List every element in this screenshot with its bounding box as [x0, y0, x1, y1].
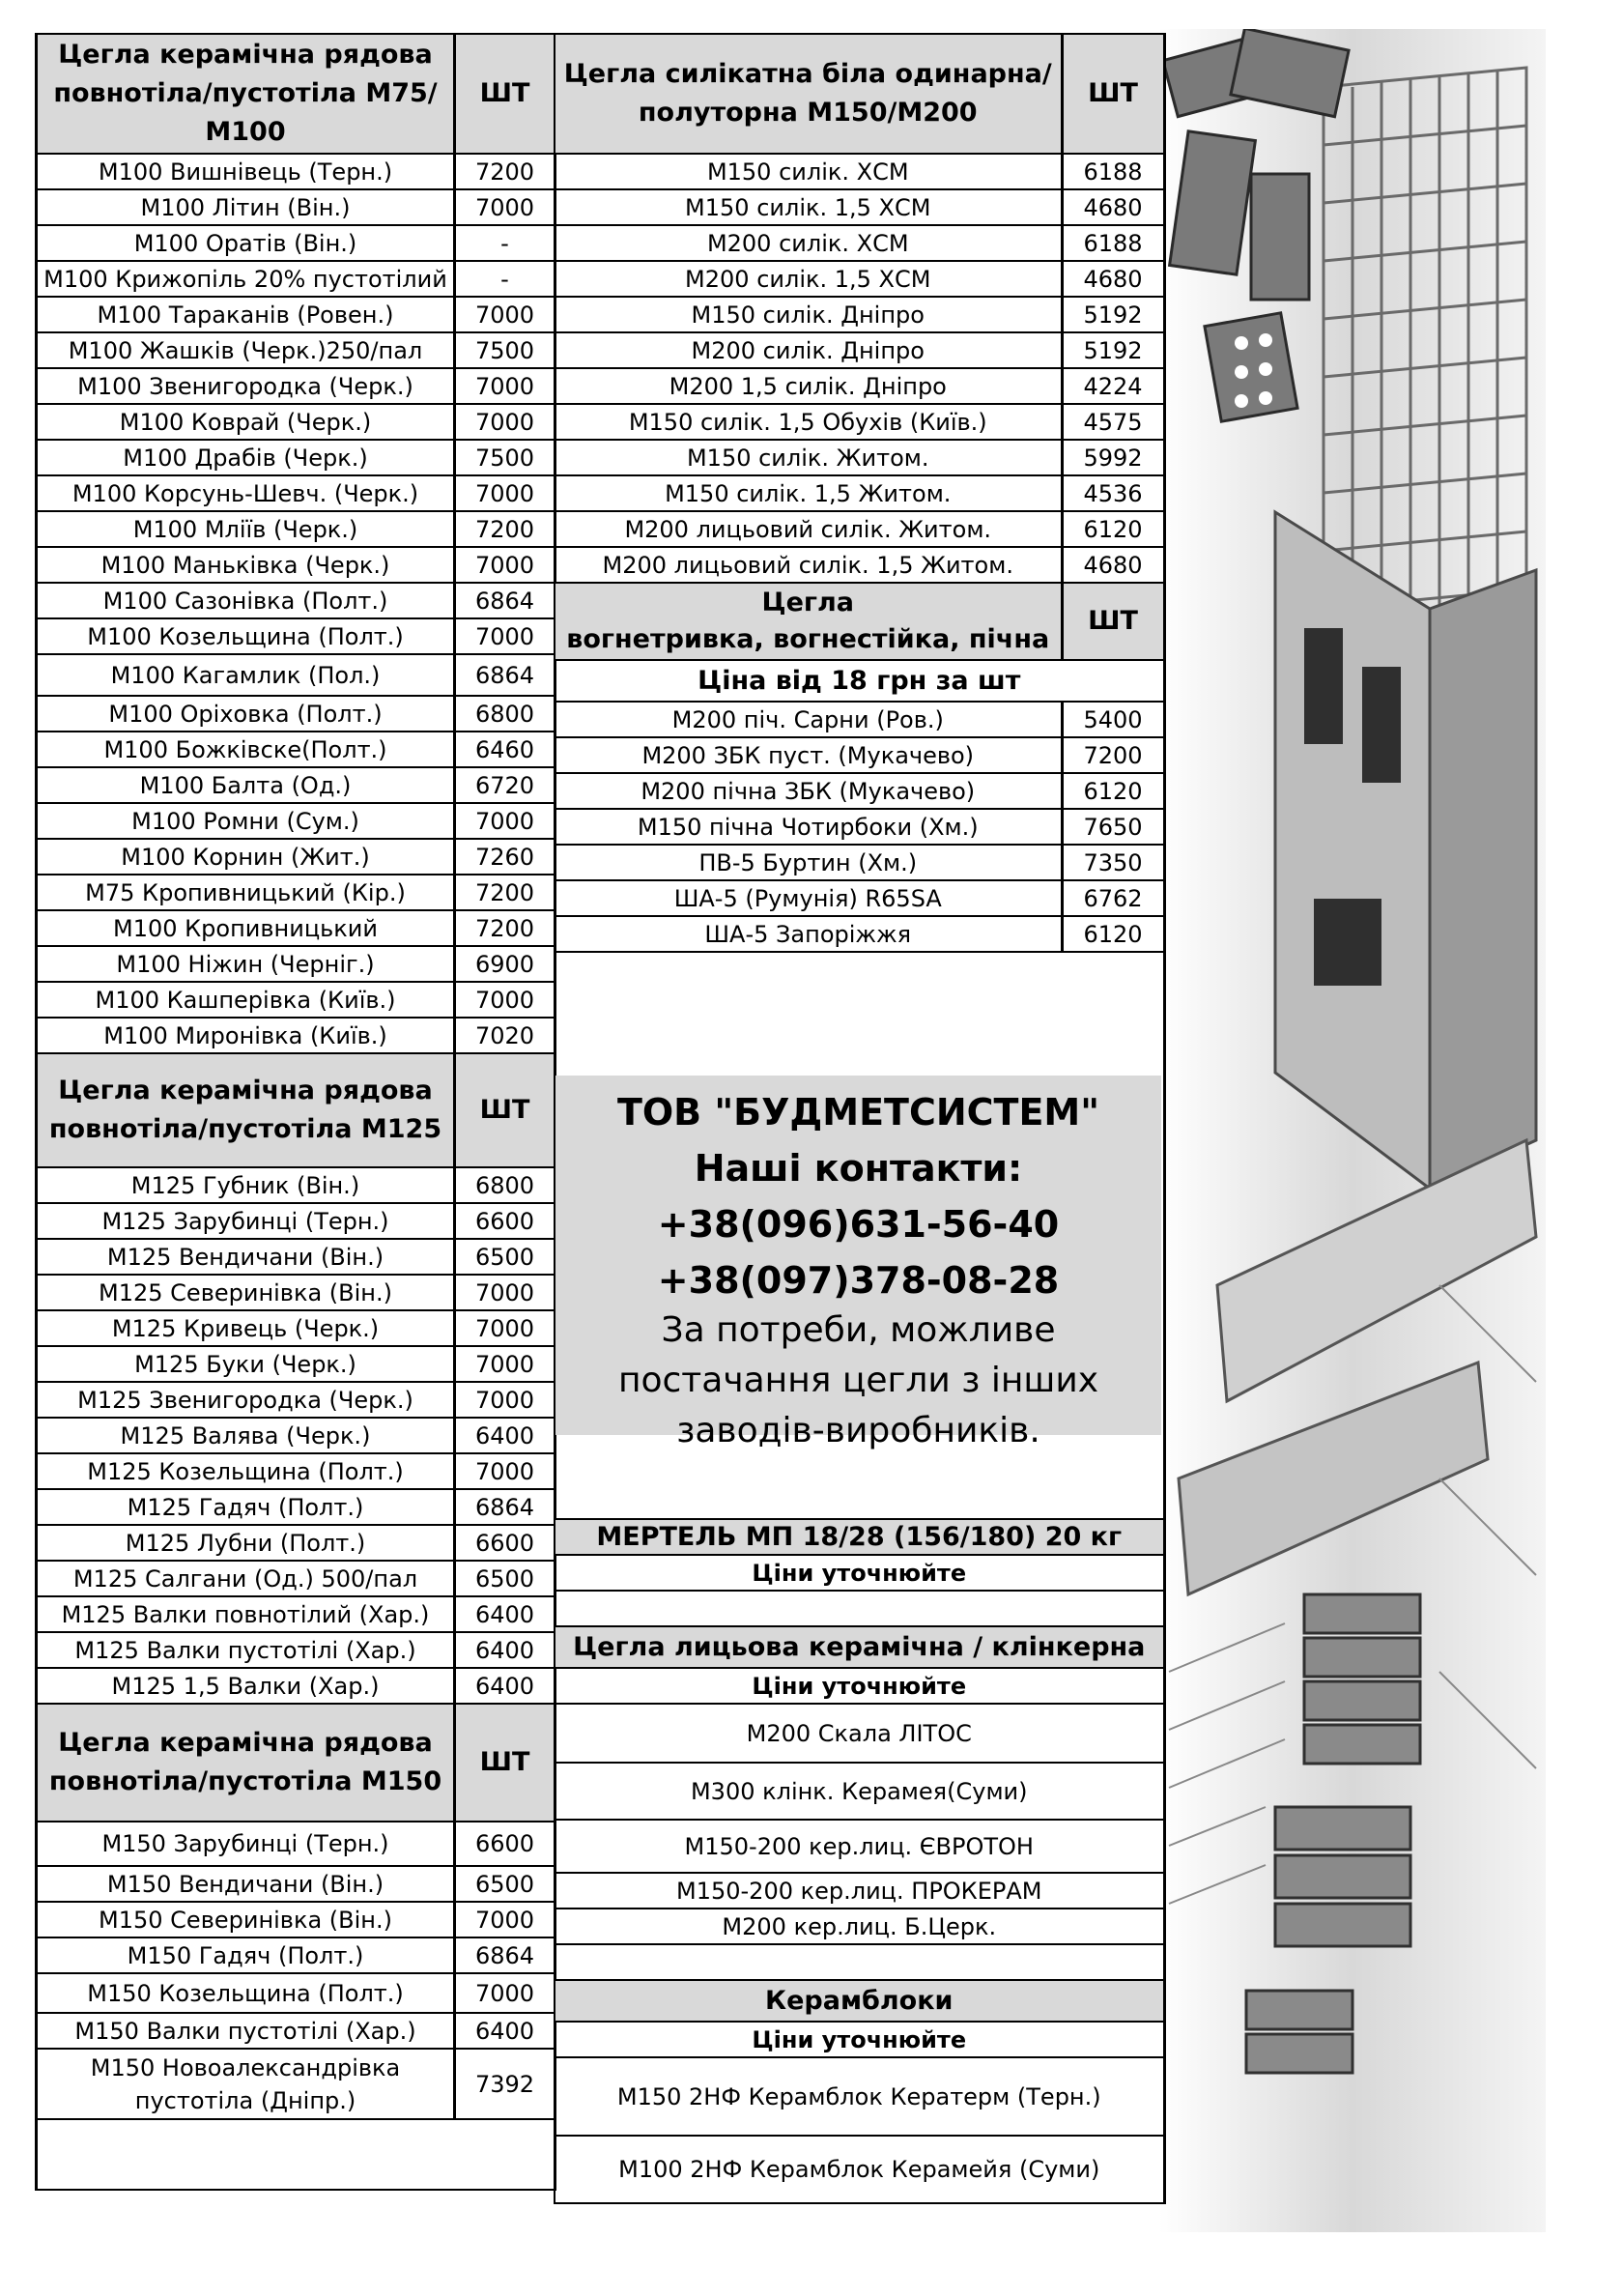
table-row	[37, 1668, 555, 1704]
unit-header: ШТ	[1062, 34, 1164, 154]
unit-header: ШТ	[455, 34, 555, 154]
product-name: М125 Гадяч (Полт.)	[37, 1489, 455, 1525]
product-name: М200 силік. Дніпро	[555, 332, 1062, 368]
price-value: 5400	[1062, 702, 1164, 737]
price-value: 6120	[1062, 916, 1164, 952]
product-name: М125 Лубни (Полт.)	[37, 1525, 455, 1561]
price-note: Ціни уточнюйте	[555, 1555, 1164, 1591]
product-name: М200 1,5 силік. Дніпро	[555, 368, 1062, 404]
product-name: М100 Ніжин (Черніг.)	[37, 946, 455, 982]
price-value: 7000	[455, 1346, 555, 1382]
product-name: М100 Кагамлик (Пол.)	[37, 654, 455, 696]
product-name: М75 Кропивницький (Кір.)	[37, 875, 455, 910]
table-row	[37, 1239, 555, 1275]
section-title: Цегла керамічна рядова повнотіла/пустотіла М75/М100	[37, 34, 455, 154]
product-name: М200 ЗБК пуст. (Мукачево)	[555, 737, 1062, 773]
product-name: М125 Кривець (Черк.)	[37, 1310, 455, 1346]
product-name: М100 Жашків (Черк.)250/пал	[37, 332, 455, 368]
table-row	[555, 261, 1164, 297]
product-name: М100 Божківске(Полт.)	[37, 732, 455, 767]
section-header-row	[37, 1704, 555, 1822]
table-row	[555, 809, 1164, 845]
price-value: 7200	[455, 910, 555, 946]
product-name: М100 Крижопіль 20% пустотілий	[37, 261, 455, 297]
price-note: Ціни уточнюйте	[555, 2022, 1164, 2057]
product-name: М150-200 кер.лиц. ПРОКЕРАМ	[555, 1873, 1164, 1909]
section-title: Цегла керамічна рядова повнотіла/пустотіла М125	[37, 1053, 455, 1167]
price-value: 6864	[455, 654, 555, 696]
product-name: М150 силік. Житом.	[555, 440, 1062, 475]
price-value: 7200	[455, 154, 555, 189]
product-name: М100 Маньківка (Черк.)	[37, 547, 455, 583]
product-name: М100 Літин (Він.)	[37, 189, 455, 225]
empty-row	[555, 1591, 1164, 1626]
empty-cell	[555, 1591, 1164, 1626]
price-value: 7000	[455, 368, 555, 404]
table-row	[37, 404, 555, 440]
price-value: 6800	[455, 696, 555, 732]
table-row	[37, 1382, 555, 1418]
price-value: 4680	[1062, 547, 1164, 583]
table-row	[555, 511, 1164, 547]
price-value: 6720	[455, 767, 555, 803]
price-value: -	[455, 225, 555, 261]
price-note-row	[555, 660, 1164, 702]
price-value: 7200	[1062, 737, 1164, 773]
price-value: 7392	[455, 2049, 555, 2119]
table-row	[37, 946, 555, 982]
table-row	[555, 1909, 1164, 1944]
product-name: М100 Оріховка (Полт.)	[37, 696, 455, 732]
product-name: М100 Драбів (Черк.)	[37, 440, 455, 475]
table-row	[555, 2136, 1164, 2203]
product-name: М150 2НФ Керамблок Кератерм (Терн.)	[555, 2057, 1164, 2136]
price-value: 7000	[455, 297, 555, 332]
unit-header: ШТ	[455, 1704, 555, 1822]
price-value: 6400	[455, 2013, 555, 2049]
phone-number-1[interactable]: +38(096)631-56-40	[657, 1203, 1060, 1246]
price-value: 7650	[1062, 809, 1164, 845]
price-value: 6864	[455, 583, 555, 618]
product-name: М150 силік. 1,5 ХСМ	[555, 189, 1062, 225]
table-row	[37, 839, 555, 875]
product-name: М100 Миронівка (Київ.)	[37, 1018, 455, 1053]
product-name: М125 Валки пустотілі (Хар.)	[37, 1632, 455, 1668]
price-value: 6400	[455, 1418, 555, 1453]
product-name: М100 Вишнівець (Терн.)	[37, 154, 455, 189]
unit-header: ШТ	[1062, 583, 1164, 660]
product-name: М150 Новоалександрівка пустотіла (Дніпр.)	[37, 2049, 455, 2119]
section-header-row	[37, 34, 555, 154]
table-row	[555, 1820, 1164, 1873]
product-name: М100 Кропивницький	[37, 910, 455, 946]
price-value: 7000	[455, 1275, 555, 1310]
supply-note-line-2: постачання цегли з інших	[617, 1361, 1099, 1400]
section-header-row	[37, 1053, 555, 1167]
table-row	[555, 1704, 1164, 1763]
price-value: 7000	[455, 1453, 555, 1489]
refractory-title-line-1: Цегла	[761, 588, 854, 617]
price-value: 6600	[455, 1525, 555, 1561]
product-name: М100 Корсунь-Шевч. (Черк.)	[37, 475, 455, 511]
table-row	[37, 1632, 555, 1668]
table-row	[37, 1525, 555, 1561]
product-name: М200 пічна ЗБК (Мукачево)	[555, 773, 1062, 809]
price-note: Ціни уточнюйте	[555, 1668, 1164, 1704]
table-row	[37, 618, 555, 654]
price-value: 6188	[1062, 225, 1164, 261]
section-header-row	[555, 1626, 1164, 1668]
table-row	[555, 2057, 1164, 2136]
price-value: 5992	[1062, 440, 1164, 475]
table-row	[37, 1596, 555, 1632]
product-name: М100 Оратів (Він.)	[37, 225, 455, 261]
price-value: 6120	[1062, 773, 1164, 809]
product-name: М150 Гадяч (Полт.)	[37, 1937, 455, 1973]
price-value: 7000	[455, 547, 555, 583]
product-name: М150 Валки пустотілі (Хар.)	[37, 2013, 455, 2049]
construction-illustration	[1159, 29, 1546, 2232]
empty-cell	[555, 1944, 1164, 1980]
product-name: М200 силік. ХСМ	[555, 225, 1062, 261]
table-row	[37, 910, 555, 946]
product-name: М150-200 кер.лиц. ЄВРОТОН	[555, 1820, 1164, 1873]
product-name: М150 Северинівка (Він.)	[37, 1902, 455, 1937]
price-value: 7020	[455, 1018, 555, 1053]
price-value: 6400	[455, 1668, 555, 1704]
table-row	[37, 1866, 555, 1902]
table-row	[37, 1902, 555, 1937]
table-row	[37, 225, 555, 261]
price-value: 6500	[455, 1561, 555, 1596]
product-name: М200 лицьовий силік. Житом.	[555, 511, 1062, 547]
table-row	[37, 1167, 555, 1203]
product-name: ПВ-5 Буртин (Хм.)	[555, 845, 1062, 880]
price-value: 4680	[1062, 261, 1164, 297]
section-header-row	[555, 1519, 1164, 1555]
table-row	[37, 1310, 555, 1346]
table-row	[555, 332, 1164, 368]
table-row	[37, 1275, 555, 1310]
table-row	[37, 1973, 555, 2013]
supply-note-line-1: За потреби, можливе	[661, 1310, 1056, 1350]
table-row	[37, 1018, 555, 1053]
table-row	[37, 696, 555, 732]
table-row	[37, 1203, 555, 1239]
product-name: М100 Тараканів (Ровен.)	[37, 297, 455, 332]
section-header-row	[555, 1980, 1164, 2022]
left-price-table	[35, 33, 556, 2191]
contacts-block	[555, 1076, 1161, 1450]
product-name: М150 силік. Дніпро	[555, 297, 1062, 332]
table-row	[37, 654, 555, 696]
table-row	[37, 803, 555, 839]
product-name: М150 Козельщина (Полт.)	[37, 1973, 455, 2013]
table-row	[37, 547, 555, 583]
product-name: М150 силік. 1,5 Обухів (Київ.)	[555, 404, 1062, 440]
table-row	[37, 154, 555, 189]
table-row	[37, 368, 555, 404]
product-name: М125 Северинівка (Він.)	[37, 1275, 455, 1310]
product-name: М125 Буки (Черк.)	[37, 1346, 455, 1382]
table-row	[37, 1453, 555, 1489]
price-value: 7000	[455, 618, 555, 654]
product-name: ША-5 (Румунія) R65SA	[555, 880, 1062, 916]
table-row	[37, 440, 555, 475]
price-value: 6864	[455, 1937, 555, 1973]
product-name: М100 Кашперівка (Київ.)	[37, 982, 455, 1018]
brick-building-sketch-icon	[1159, 29, 1546, 2232]
table-row	[555, 547, 1164, 583]
product-name: М100 Мліїв (Черк.)	[37, 511, 455, 547]
price-value: 4575	[1062, 404, 1164, 440]
table-row	[37, 1822, 555, 1866]
price-value: 7000	[455, 1382, 555, 1418]
product-name: М100 Балта (Од.)	[37, 767, 455, 803]
product-name: М100 Корнин (Жит.)	[37, 839, 455, 875]
price-value: 7200	[455, 511, 555, 547]
table-row	[37, 297, 555, 332]
price-value: 6762	[1062, 880, 1164, 916]
price-value: 6600	[455, 1822, 555, 1866]
table-row	[37, 2013, 555, 2049]
table-row	[555, 880, 1164, 916]
table-row	[555, 154, 1164, 189]
refractory-title-line-2: вогнетривка, вогнестійка, пічна	[566, 624, 1050, 654]
product-name: М100 2НФ Керамблок Керамейя (Суми)	[555, 2136, 1164, 2203]
table-row	[555, 475, 1164, 511]
price-value: 5192	[1062, 332, 1164, 368]
section-title: МЕРТЕЛЬ МП 18/28 (156/180) 20 кг	[555, 1519, 1164, 1555]
price-value: 7000	[455, 404, 555, 440]
table-row	[37, 1418, 555, 1453]
price-value: 7000	[455, 1973, 555, 2013]
unit-header: ШТ	[455, 1053, 555, 1167]
price-value: 7200	[455, 875, 555, 910]
table-row	[555, 1873, 1164, 1909]
table-row	[555, 702, 1164, 737]
table-row	[37, 332, 555, 368]
section-title	[555, 583, 1062, 660]
product-name: М200 лицьовий силік. 1,5 Житом.	[555, 547, 1062, 583]
product-name: М150 Вендичани (Він.)	[37, 1866, 455, 1902]
price-value: 6600	[455, 1203, 555, 1239]
price-value: 6500	[455, 1866, 555, 1902]
table-row	[37, 475, 555, 511]
table-row	[555, 773, 1164, 809]
table-row	[555, 225, 1164, 261]
price-value: 7000	[455, 1902, 555, 1937]
table-row	[37, 189, 555, 225]
price-value: 6188	[1062, 154, 1164, 189]
product-name: М125 Вендичани (Він.)	[37, 1239, 455, 1275]
table-row	[555, 189, 1164, 225]
contacts-heading: Наші контакти:	[694, 1147, 1023, 1190]
price-value: 6864	[455, 1489, 555, 1525]
table-row	[555, 845, 1164, 880]
table-row	[37, 982, 555, 1018]
price-value: 7260	[455, 839, 555, 875]
table-row	[555, 404, 1164, 440]
product-name: М125 Звенигородка (Черк.)	[37, 1382, 455, 1418]
product-name: М125 1,5 Валки (Хар.)	[37, 1668, 455, 1704]
product-name: М100 Сазонівка (Полт.)	[37, 583, 455, 618]
product-name: М150 Зарубинці (Терн.)	[37, 1822, 455, 1866]
supply-note-line-3: заводів-виробників.	[676, 1411, 1040, 1450]
price-value: 4680	[1062, 189, 1164, 225]
product-name: М100 Козельщина (Полт.)	[37, 618, 455, 654]
section-header-row	[555, 583, 1164, 660]
price-value: 7000	[455, 189, 555, 225]
table-row	[555, 737, 1164, 773]
section-title: Цегла лицьова керамічна / клінкерна	[555, 1626, 1164, 1668]
table-row	[37, 583, 555, 618]
product-name: М125 Зарубинці (Терн.)	[37, 1203, 455, 1239]
product-name: ША-5 Запоріжжя	[555, 916, 1062, 952]
price-value: 6120	[1062, 511, 1164, 547]
price-note-row	[555, 1668, 1164, 1704]
price-value: 6460	[455, 732, 555, 767]
product-name: М125 Салгани (Од.) 500/пал	[37, 1561, 455, 1596]
price-value: 4224	[1062, 368, 1164, 404]
product-name: М200 кер.лиц. Б.Церк.	[555, 1909, 1164, 1944]
price-value: 5192	[1062, 297, 1164, 332]
product-name: М125 Козельщина (Полт.)	[37, 1453, 455, 1489]
product-name: М125 Валки повнотілий (Хар.)	[37, 1596, 455, 1632]
product-name: М150 силік. ХСМ	[555, 154, 1062, 189]
table-row	[37, 1937, 555, 1973]
table-row	[37, 261, 555, 297]
section-title: Керамблоки	[555, 1980, 1164, 2022]
section-title: Цегла силікатна біла одинарна/полуторна М150/М200	[555, 34, 1062, 154]
table-row	[37, 732, 555, 767]
table-row	[37, 511, 555, 547]
price-value: 6400	[455, 1596, 555, 1632]
product-name: М200 силік. 1,5 ХСМ	[555, 261, 1062, 297]
price-note: Ціна від 18 грн за шт	[555, 660, 1164, 702]
table-row	[555, 1763, 1164, 1820]
product-name: М150 силік. 1,5 Житом.	[555, 475, 1062, 511]
product-name: М200 піч. Сарни (Ров.)	[555, 702, 1062, 737]
price-value: 7000	[455, 475, 555, 511]
table-row	[555, 916, 1164, 952]
price-value: 6500	[455, 1239, 555, 1275]
product-name: М150 пічна Чотирбоки (Хм.)	[555, 809, 1062, 845]
section-title: Цегла керамічна рядова повнотіла/пустотіла М150	[37, 1704, 455, 1822]
price-note-row	[555, 2022, 1164, 2057]
company-name: ТОВ "БУДМЕТСИСТЕМ"	[616, 1091, 1100, 1134]
price-value: 7000	[455, 1310, 555, 1346]
table-row	[555, 368, 1164, 404]
price-value: 7500	[455, 332, 555, 368]
table-row	[37, 1489, 555, 1525]
phone-number-2[interactable]: +38(097)378-08-28	[657, 1259, 1060, 1302]
table-row	[37, 1561, 555, 1596]
product-name: М300 клінк. Керамея(Суми)	[555, 1763, 1164, 1820]
price-value: 4536	[1062, 475, 1164, 511]
price-value: 6800	[455, 1167, 555, 1203]
table-row	[37, 1346, 555, 1382]
table-row	[555, 297, 1164, 332]
empty-row	[555, 1944, 1164, 1980]
product-name: М100 Коврай (Черк.)	[37, 404, 455, 440]
price-value: 6900	[455, 946, 555, 982]
price-value: 6400	[455, 1632, 555, 1668]
table-row	[37, 767, 555, 803]
table-row	[555, 440, 1164, 475]
product-name: М125 Валява (Черк.)	[37, 1418, 455, 1453]
table-row	[37, 875, 555, 910]
price-value: 7000	[455, 982, 555, 1018]
section-header-row	[555, 34, 1164, 154]
product-name: М100 Звенигородка (Черк.)	[37, 368, 455, 404]
price-value: -	[455, 261, 555, 297]
price-note-row	[555, 1555, 1164, 1591]
table-row	[37, 2049, 555, 2119]
empty-cell	[37, 2119, 555, 2190]
product-name: М125 Губник (Він.)	[37, 1167, 455, 1203]
price-value: 7350	[1062, 845, 1164, 880]
price-value: 7000	[455, 803, 555, 839]
price-value: 7500	[455, 440, 555, 475]
empty-row	[37, 2119, 555, 2190]
product-name: М200 Скала ЛІТОС	[555, 1704, 1164, 1763]
product-name: М100 Ромни (Сум.)	[37, 803, 455, 839]
